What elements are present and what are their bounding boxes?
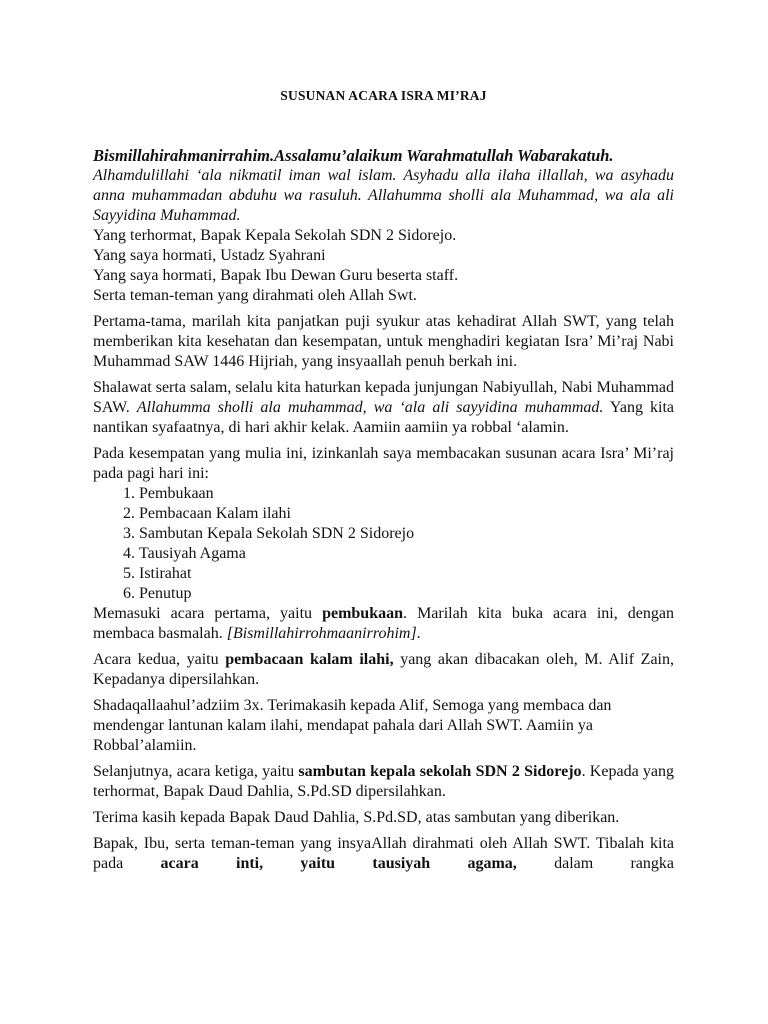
inti-lead: Bapak, Ibu, serta teman-teman yang insyaAllah dirahmati oleh Allah SWT. Tibalah kita pada	[93, 835, 674, 872]
agenda-item: 5. Istirahat	[139, 564, 674, 584]
greeting-line: Yang terhormat, Bapak Kepala Sekolah SDN 2 Sidorejo.	[93, 227, 457, 244]
greeting-line: Yang saya hormati, Ustadz Syahrani	[93, 247, 326, 264]
paragraph-syukur: Pertama-tama, marilah kita panjatkan puji syukur atas kehadirat Allah SWT, yang telah memberikan kita kesehatan dan kesempatan, untuk menghadiri kegiatan Isra’ Mi’raj Nabi Muhammad SAW 1446 Hijriah, yang insyaallah penuh berkah ini.	[93, 313, 674, 370]
agenda-item: 6. Penutup	[139, 584, 674, 604]
paragraph-shadaqallah: Shadaqallaahul’adziim 3x. Terimakasih kepada Alif, Semoga yang membaca dan mendengar lantunan kalam ilahi, mendapat pahala dari Allah SWT. Aamiin ya Robbal’alamiin.	[93, 697, 612, 754]
pertama-mid: . Marilah kita buka acara ini, dengan membaca basmalah.	[93, 605, 674, 642]
paragraph-shalawat	[93, 378, 674, 438]
paragraph-kesempatan: Pada kesempatan yang mulia ini, izinkanlah saya membacakan susunan acara Isra’ Mi’raj pada pagi hari ini:	[93, 445, 674, 482]
agenda-item: 4. Tausiyah Agama	[139, 544, 674, 564]
paragraph-acara-pertama	[93, 604, 674, 644]
agenda-item: 3. Sambutan Kepala Sekolah SDN 2 Sidorejo	[139, 524, 674, 544]
document-title: SUSUNAN ACARA ISRA MI’RAJ	[280, 88, 487, 103]
inti-tail: dalam rangka	[516, 855, 675, 872]
inti-bold: acara inti, yaitu tausiyah agama,	[160, 855, 517, 872]
shalawat-lead: Shalawat serta salam, selalu kita haturkan kepada junjungan Nabiyullah, Nabi Muhammad SAW.	[93, 379, 674, 416]
kedua-bold: pembacaan kalam ilahi,	[225, 651, 394, 668]
opening-dua: Alhamdulillahi ‘ala nikmatil iman wal islam. Asyhadu alla ilaha illallah, wa asyhadu anna muhammadan abduhu wa rasuluh. Allahumma sholli ala Muhammad, wa ala ali Sayyidina Muhammad.	[93, 167, 674, 224]
shalawat-tail: Yang kita nantikan syafaatnya, di hari akhir kelak. Aamiin aamiin ya robbal ‘alamin.	[93, 399, 675, 436]
greeting-line: Yang saya hormati, Bapak Ibu Dewan Guru beserta staff.	[93, 267, 459, 284]
paragraph-acara-inti	[93, 834, 674, 874]
kedua-lead: Acara kedua, yaitu	[93, 651, 226, 668]
pertama-tail: .	[416, 625, 421, 642]
greeting-line: Serta teman-teman yang dirahmati oleh Allah Swt.	[93, 287, 417, 304]
greetings-list	[93, 226, 674, 306]
pertama-italic: [Bismillahirrohmaanirrohim]	[226, 625, 417, 642]
bismillah-line: Bismillahirahmanirrahim.Assalamu’alaikum Warahmatullah Wabarakatuh.	[93, 146, 614, 165]
paragraph-terima-kasih: Terima kasih kepada Bapak Daud Dahlia, S.Pd.SD, atas sambutan yang diberikan.	[93, 809, 620, 826]
paragraph-acara-kedua	[93, 650, 674, 690]
agenda-item: 1. Pembukaan	[139, 484, 674, 504]
agenda-list	[93, 484, 674, 604]
ketiga-lead: Selanjutnya, acara ketiga, yaitu	[93, 763, 299, 780]
kedua-tail: yang akan dibacakan oleh, M. Alif Zain, Kepadanya dipersilahkan.	[93, 651, 674, 688]
ketiga-tail: . Kepada yang terhormat, Bapak Daud Dahlia, S.Pd.SD dipersilahkan.	[93, 763, 675, 800]
agenda-item: 2. Pembacaan Kalam ilahi	[139, 504, 674, 524]
ketiga-bold: sambutan kepala sekolah SDN 2 Sidorejo	[298, 763, 582, 780]
shalawat-italic: Allahumma sholli ala muhammad, wa ‘ala ali sayyidina muhammad.	[136, 399, 604, 416]
paragraph-acara-ketiga	[93, 762, 674, 802]
pertama-bold: pembukaan	[322, 605, 403, 622]
pertama-lead: Memasuki acara pertama, yaitu	[93, 605, 323, 622]
